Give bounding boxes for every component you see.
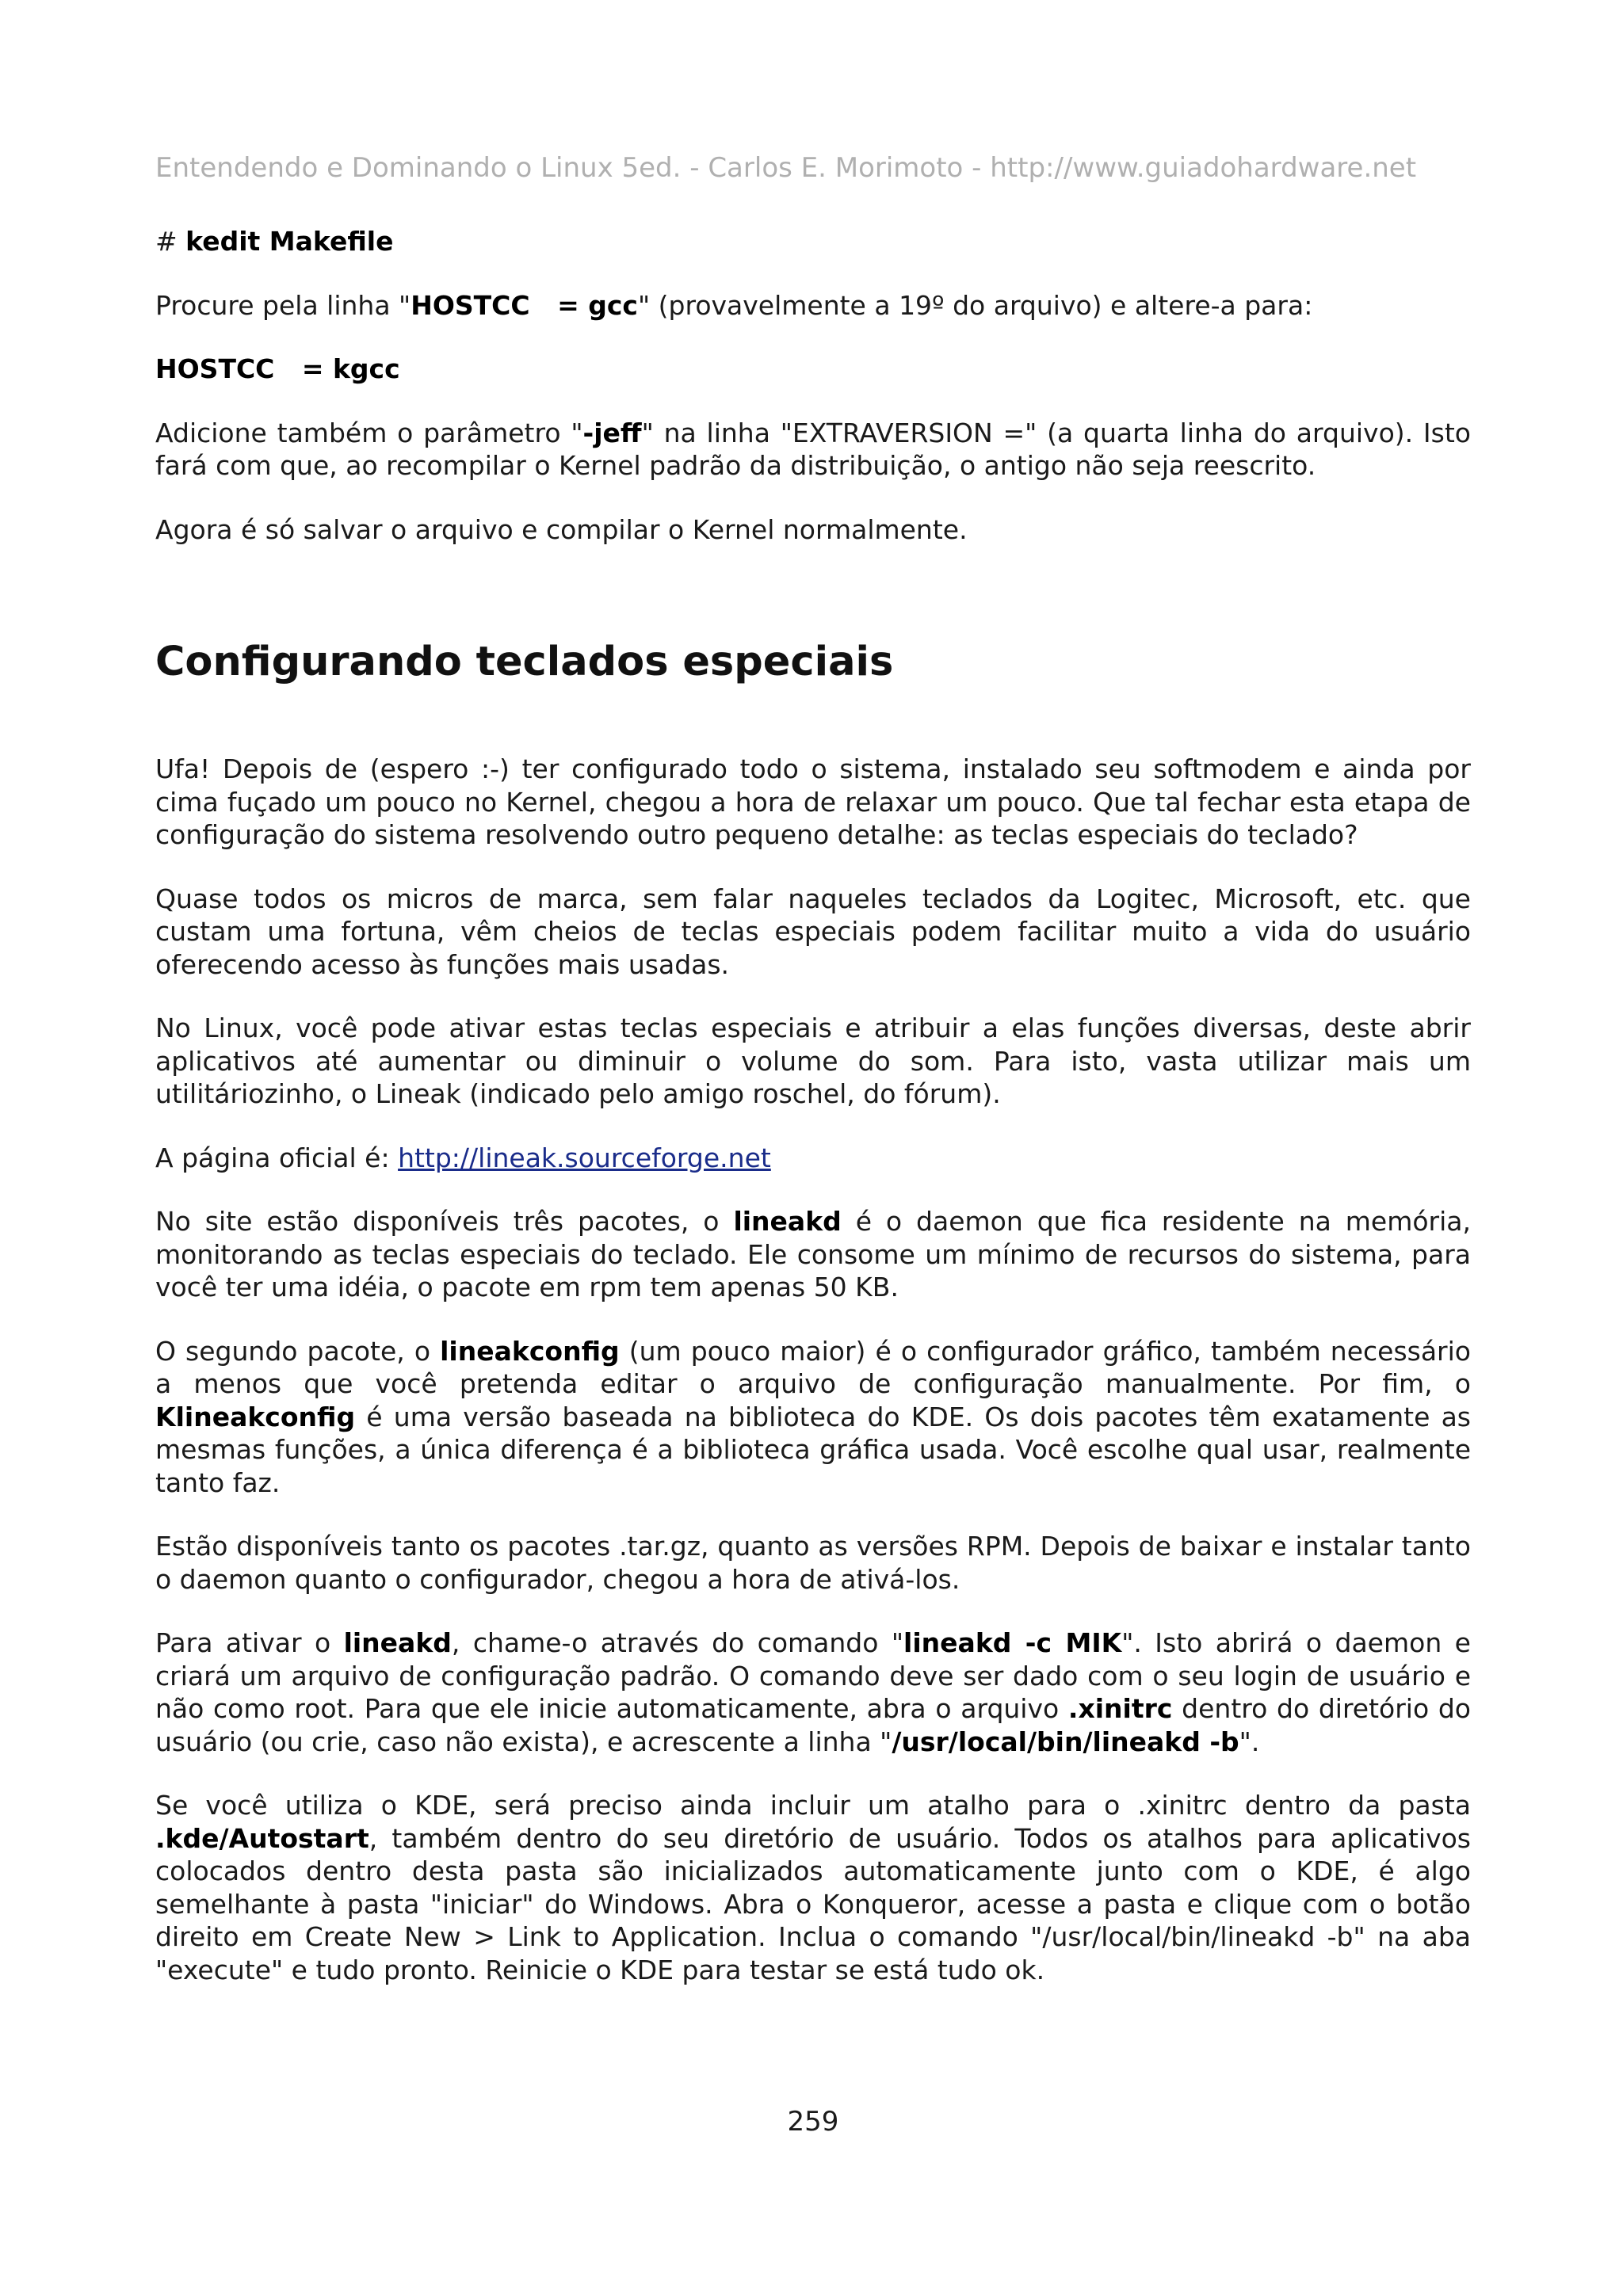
code-bold: lineakconfig bbox=[440, 1335, 620, 1367]
paragraph-micros: Quase todos os micros de marca, sem falar naqueles teclados da Logitec, Microsoft, etc. que custam uma fortuna, vêm cheios de teclas especiais podem facilitar muito a vida do usuário oferecendo acesso às funções mais usadas. bbox=[155, 883, 1471, 980]
section-heading: Configurando teclados especiais bbox=[155, 639, 894, 685]
text-run: Procure pela linha " bbox=[155, 289, 411, 321]
section-body bbox=[155, 753, 1471, 2017]
paragraph-linux: No Linux, você pode ativar estas teclas especiais e atribuir a elas funções diversas, deste abrir aplicativos até aumentar ou diminuir o volume do som. Para isto, vasta utilizar mais um utilitáriozinho, o Lineak (indicado pelo amigo roschel, do fórum). bbox=[155, 1013, 1471, 1109]
paragraph-packages bbox=[155, 1205, 1471, 1304]
code-bold: Klineakconfig bbox=[155, 1401, 356, 1432]
command-text: kedit Makefile bbox=[185, 226, 394, 257]
code-bold: lineakd bbox=[733, 1206, 842, 1237]
intro-block bbox=[155, 225, 1471, 577]
text-run: A página oficial é: bbox=[155, 1142, 399, 1173]
text-run: é uma versão baseada na biblioteca do KDE. Os dois pacotes têm exatamente as mesmas funções, a única diferença é a biblioteca gráfica usada. Você escolhe qual usar, realmente tanto faz. bbox=[155, 1401, 1471, 1498]
code-bold: lineakd bbox=[343, 1627, 452, 1658]
paragraph-official-page bbox=[155, 1142, 1471, 1175]
paragraph-kde bbox=[155, 1789, 1471, 1986]
running-header: Entendendo e Dominando o Linux 5ed. - Carlos E. Morimoto - http://www.guiadohardware.net bbox=[155, 152, 1417, 184]
paragraph-available: Estão disponíveis tanto os pacotes .tar.gz, quanto as versões RPM. Depois de baixar e instalar tanto o daemon quanto o configurador, chegou a hora de ativá-los. bbox=[155, 1531, 1471, 1595]
text-run: dentro do diretório do usuário (ou crie, caso não exista), e acrescente a linha " bbox=[155, 1693, 1471, 1757]
paragraph-ufa: Ufa! Depois de (espero :-) ter configurado todo o sistema, instalado seu softmodem e ainda por cima fuçado um pouco no Kernel, chegou a hora de relaxar um pouco. Que tal fechar esta etapa de configuração do sistema resolvendo outro pequeno detalhe: as teclas especiais do teclado? bbox=[155, 753, 1471, 850]
text-run: " na linha "EXTRAVERSION =" (a quarta linha do arquivo). Isto fará com que, ao recompilar o Kernel padrão da distribuição, o antigo não seja reescrito. bbox=[155, 417, 1471, 481]
text-run: No site estão disponíveis três pacotes, o bbox=[155, 1206, 734, 1237]
text-run: ". bbox=[1239, 1726, 1260, 1757]
prompt-symbol: # bbox=[155, 226, 186, 257]
text-run: O segundo pacote, o bbox=[155, 1335, 441, 1367]
paragraph-extraversion bbox=[155, 417, 1471, 482]
text-run: , chame-o através do comando " bbox=[451, 1627, 904, 1658]
text-run: " (provavelmente a 19º do arquivo) e altere-a para: bbox=[637, 289, 1313, 321]
paragraph-save: Agora é só salvar o arquivo e compilar o Kernel normalmente. bbox=[155, 513, 968, 545]
text-run: ". Isto abrirá o daemon e criará um arquivo de configuração padrão. O comando deve ser dado com o seu login de usuário e não como root. Para que ele inicie automaticamente, abra o arquivo bbox=[155, 1627, 1471, 1724]
hostcc-replacement bbox=[155, 353, 1471, 386]
text-run: (um pouco maior) é o configurador gráfico, também necessário a menos que você pretenda editar o arquivo de configuração manualmente. Por fim, o bbox=[155, 1335, 1471, 1399]
page-number: 259 bbox=[787, 2106, 839, 2138]
code-bold: HOSTCC = gcc bbox=[411, 289, 638, 321]
code-bold: HOSTCC = kgcc bbox=[155, 353, 400, 384]
text-run: Adicione também o parâmetro " bbox=[155, 417, 583, 448]
command-line bbox=[155, 225, 1471, 258]
text-run: é o daemon que fica residente na memória, monitorando as teclas especiais do teclado. Ele consome um mínimo de recursos do sistema, para você ter uma idéia, o pacote em rpm tem apenas 50 KB. bbox=[155, 1206, 1472, 1302]
paragraph-second-package bbox=[155, 1335, 1471, 1500]
paragraph-activate bbox=[155, 1627, 1471, 1758]
paragraph-hostcc-search bbox=[155, 289, 1471, 322]
code-bold: .kde/Autostart bbox=[155, 1822, 369, 1854]
lineak-link[interactable]: http://lineak.sourceforge.net bbox=[398, 1142, 771, 1173]
text-run: Se você utiliza o KDE, será preciso ainda incluir um atalho para o .xinitrc dentro da pasta bbox=[155, 1790, 1471, 1821]
code-bold: lineakd -c MIK bbox=[903, 1627, 1122, 1658]
code-bold: /usr/local/bin/lineakd -b bbox=[892, 1726, 1239, 1757]
code-bold: -jeff bbox=[582, 417, 642, 448]
code-bold: .xinitrc bbox=[1067, 1693, 1173, 1724]
text-run: Para ativar o bbox=[155, 1627, 344, 1658]
text-run: , também dentro do seu diretório de usuário. Todos os atalhos para aplicativos colocados dentro desta pasta são inicializados automaticamente junto com o KDE, é algo semelhante à pasta "iniciar" do Windows. Abra o Konqueror, acesse a pasta e clique com o botão direito em Create New > Link to Application. Inclua o comando "/usr/local/bin/lineakd -b" na aba "execute" e tudo pronto. Reinicie o KDE para testar se está tudo ok. bbox=[155, 1822, 1471, 1985]
